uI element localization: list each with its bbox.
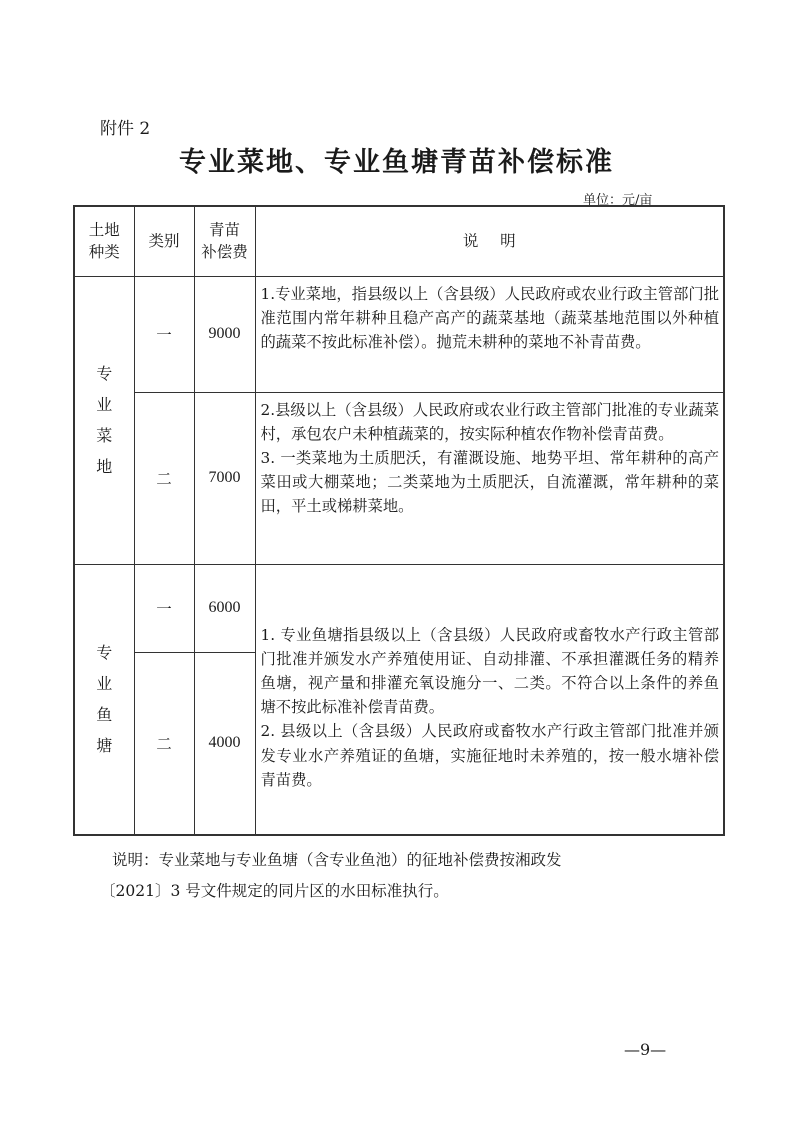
category-cell: 二 xyxy=(134,652,194,835)
header-fee-line1: 青苗 xyxy=(208,221,240,240)
header-fee-line2: 补偿费 xyxy=(201,243,248,262)
fee-cell: 7000 xyxy=(194,392,255,564)
description-paragraph: 1. 专业鱼塘指县级以上（含县级）人民政府或畜牧水产行政主管部门批准并颁发水产养殖使用证、自动排灌、不承担灌溉任务的精养鱼塘，视产量和排灌充氧设施分一、二类。不符合以上条件的养鱼塘不按此标准补偿青苗费。 xyxy=(260,625,719,717)
header-land-type-line2: 种类 xyxy=(88,243,120,262)
compensation-table xyxy=(73,205,725,836)
description-paragraph: 2.县级以上（含县级）人民政府或农业行政主管部门批准的专业蔬菜村，承包农户未种植蔬菜的，按实际种植农作物补偿青苗费。 xyxy=(260,400,719,443)
header-fee xyxy=(194,206,255,276)
category-cell: 二 xyxy=(134,392,194,564)
description-paragraph: 1.专业菜地，指县级以上（含县级）人民政府或农业行政主管部门批准范围内常年耕种且稳产高产的蔬菜基地（蔬菜基地范围以外种植的蔬菜不按此标准补偿）。抛荒未耕种的菜地不补青苗费。 xyxy=(260,284,719,351)
footnote-line1: 说明：专业菜地与专业鱼塘（含专业鱼池）的征地补偿费按湘政发 xyxy=(112,851,562,869)
table-row-vegetable-1 xyxy=(74,276,724,392)
fee-cell: 9000 xyxy=(194,276,255,392)
document-title: 专业菜地、专业鱼塘青苗补偿标准 xyxy=(179,147,614,178)
land-type-fishpond xyxy=(74,564,134,835)
fee-cell: 6000 xyxy=(194,564,255,652)
description-cell xyxy=(255,392,724,564)
unit-label: 单位：元/亩 xyxy=(583,193,653,208)
table-row-vegetable-2 xyxy=(74,392,724,564)
attachment-label: 附件 2 xyxy=(100,119,151,139)
land-type-vegetable xyxy=(74,276,134,564)
category-cell: 一 xyxy=(134,564,194,652)
header-land-type-line1: 土地 xyxy=(88,221,120,240)
category-cell: 一 xyxy=(134,276,194,392)
header-description: 说明 xyxy=(255,206,724,276)
land-type-vegetable-label: 专业菜地 xyxy=(96,364,113,476)
description-paragraph: 2. 县级以上（含县级）人民政府或畜牧水产行政主管部门批准并颁发专业水产养殖证的鱼塘，实施征地时未养殖的，按一般水塘补偿青苗费。 xyxy=(260,722,719,789)
header-land-type xyxy=(74,206,134,276)
description-paragraph: 3. 一类菜地为土质肥沃，有灌溉设施、地势平坦、常年耕种的高产菜田或大棚菜地；二类菜地为土质肥沃，自流灌溉，常年耕种的菜田，平土或梯耕菜地。 xyxy=(260,448,719,516)
header-row xyxy=(74,206,724,276)
table-row-fishpond-1 xyxy=(74,564,724,652)
page-number: —9— xyxy=(624,1040,667,1059)
footnote xyxy=(100,845,712,907)
description-cell xyxy=(255,276,724,392)
land-type-fishpond-label: 专业鱼塘 xyxy=(96,643,113,756)
description-cell xyxy=(255,564,724,835)
header-category: 类别 xyxy=(134,206,194,276)
fee-cell: 4000 xyxy=(194,652,255,835)
footnote-line2: 〔2021〕3 号文件规定的同片区的水田标准执行。 xyxy=(100,882,449,900)
